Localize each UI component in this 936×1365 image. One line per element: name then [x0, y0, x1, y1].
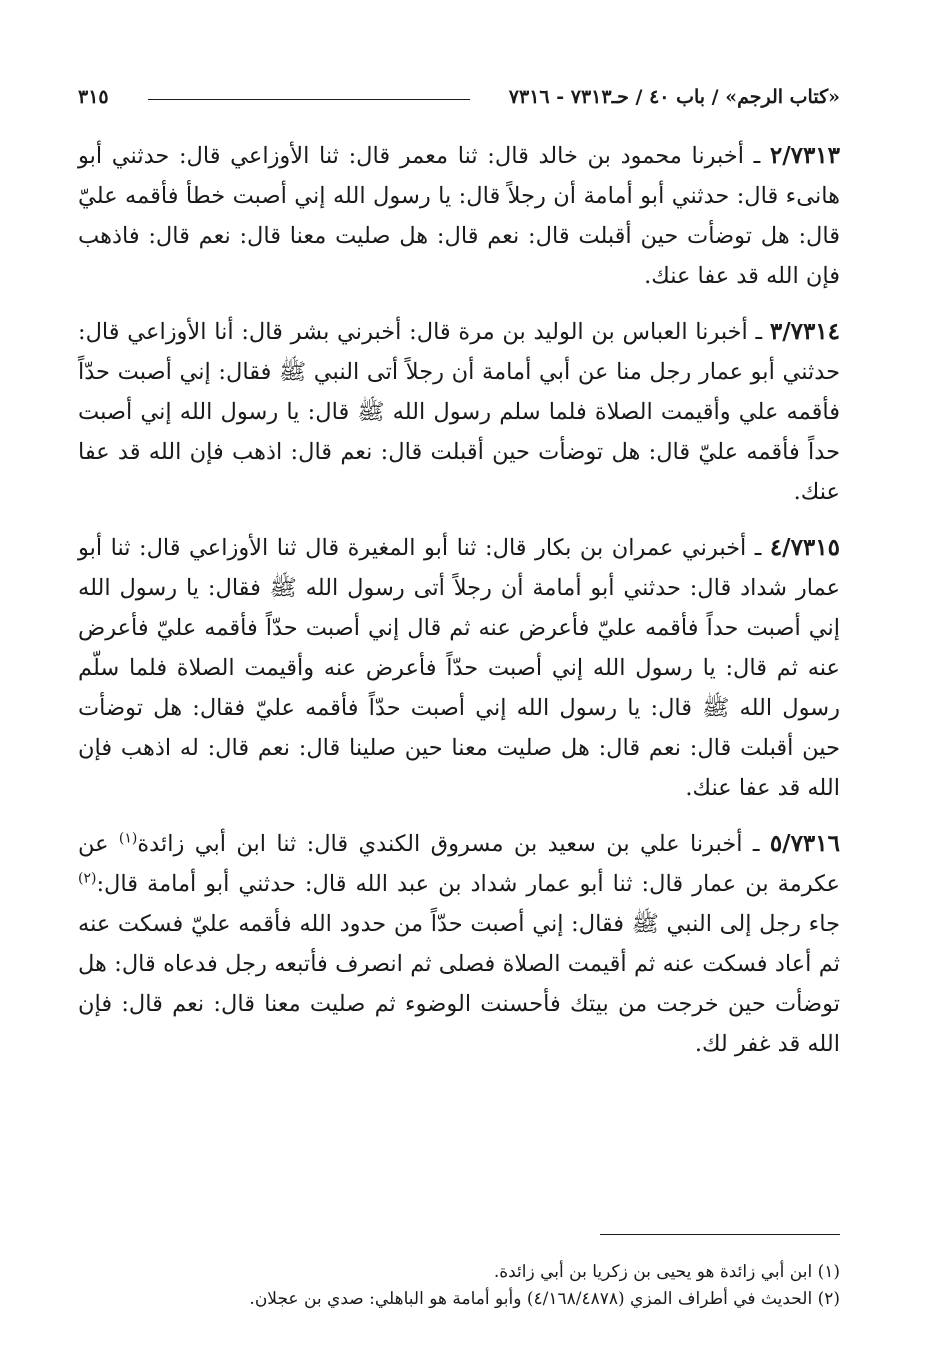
- header-rule: [148, 99, 470, 100]
- hadith-number: ٣/٧٣١٤: [769, 318, 841, 345]
- footnotes: [78, 1234, 840, 1313]
- footnote-list: [78, 1259, 840, 1313]
- hadith-text: [78, 824, 840, 1064]
- hadith-text: [78, 136, 840, 296]
- footnote-1: (١) ابن أبي زائدة هو يحيى بن زكريا بن أبي زائدة.: [493, 1262, 840, 1282]
- hadith-text: [78, 312, 840, 512]
- hadith-number: ٥/٧٣١٦: [769, 830, 840, 857]
- hadith-body: ـ أخبرنا العباس بن الوليد بن مرة قال: أخبرني بشر قال: أنا الأوزاعي قال: حدثني أبو عمار رجل منا عن أبي أمامة أن رجلاً أتى النبي ﷺ فقال: إني أصبت حدّاً فأقمه علي وأقيمت الصلاة فلما سلم رسول الله ﷺ قال: يا رسول الله إني أصبت حداً فأقمه عليّ قال: هل توضأت حين أقبلت قال: نعم قال: اذهب فإن الله قد عفا عنك.: [78, 319, 840, 505]
- hadith-body: ـ أخبرني عمران بن بكار قال: ثنا أبو المغيرة قال ثنا الأوزاعي قال: ثنا أبو عمار شداد قال: حدثني أبو أمامة أن رجلاً أتى رسول الله ﷺ فقال: يا رسول الله إني أصبت حداً فأقمه عليّ فأعرض عنه ثم قال إني أصبت حدّاً فأقمه عليّ فأعرض عنه ثم قال: يا رسول الله إني أصبت حدّاً فأعرض عنه وأقيمت الصلاة فلما سلّم رسول الله ﷺ قال: يا رسول الله إني أصبت حدّاً فأقمه عليّ فقال: هل توضأت حين أقبلت قال: نعم قال: هل صليت معنا حين صلينا قال: نعم قال: له اذهب فإن الله قد عفا عنك.: [78, 535, 840, 801]
- hadith-body-part-1: ـ أخبرنا علي بن سعيد بن مسروق الكندي قال: ثنا ابن أبي زائدة: [137, 831, 760, 857]
- footnote-2: (٢) الحديث في أطراف المزي (٤/١٦٨/٤٨٧٨) وأبو أمامة هو الباهلي: صدي بن عجلان.: [249, 1289, 840, 1309]
- hadith-number: ٤/٧٣١٥: [769, 534, 840, 561]
- page: [78, 84, 840, 1064]
- footnote-ref-2[interactable]: (٢): [78, 870, 97, 887]
- footnote-ref-1[interactable]: (١): [118, 830, 138, 847]
- hadith-entry-7316: [78, 824, 840, 1064]
- hadith-entry-7314: [78, 312, 840, 512]
- hadith-body-part-2: عن عكرمة بن عمار قال: ثنا أبو عمار شداد بن عبد الله قال: حدثني أبو أمامة قال:: [78, 831, 840, 897]
- hadith-body-part-3: جاء رجل إلى النبي ﷺ فقال: إني أصبت حدّاً من حدود الله فأقمه عليّ فسكت عنه ثم أعاد فسكت عنه ثم أقيمت الصلاة فصلى ثم انصرف فأتبعه رجل فدعاه قال: هل توضأت حين خرجت من بيتك فأحسنت الوضوء ثم صليت معنا قال: نعم قال: فإن الله قد غفر لك.: [78, 911, 840, 1057]
- hadith-entry-7313: [78, 136, 840, 296]
- running-title: «كتاب الرجم» / باب ٤٠ / حـ٧٣١٣ - ٧٣١٦: [508, 86, 840, 108]
- hadith-number: ٢/٧٣١٣: [769, 142, 841, 169]
- page-number: ٣١٥: [78, 86, 109, 108]
- hadith-entry-7315: [78, 528, 840, 808]
- hadith-body: ـ أخبرنا محمود بن خالد قال: ثنا معمر قال: ثنا الأوزاعي قال: حدثني أبو هانىء قال: حدثني أبو أمامة أن رجلاً قال: يا رسول الله إني أصبت خطأ فأقمه عليّ قال: هل توضأت حين أقبلت قال: نعم قال: هل صليت معنا قال: نعم قال: فاذهب فإن الله قد عفا عنك.: [78, 143, 840, 289]
- hadith-text: [78, 528, 840, 808]
- running-header: [78, 84, 840, 120]
- footnote-rule: [600, 1234, 840, 1235]
